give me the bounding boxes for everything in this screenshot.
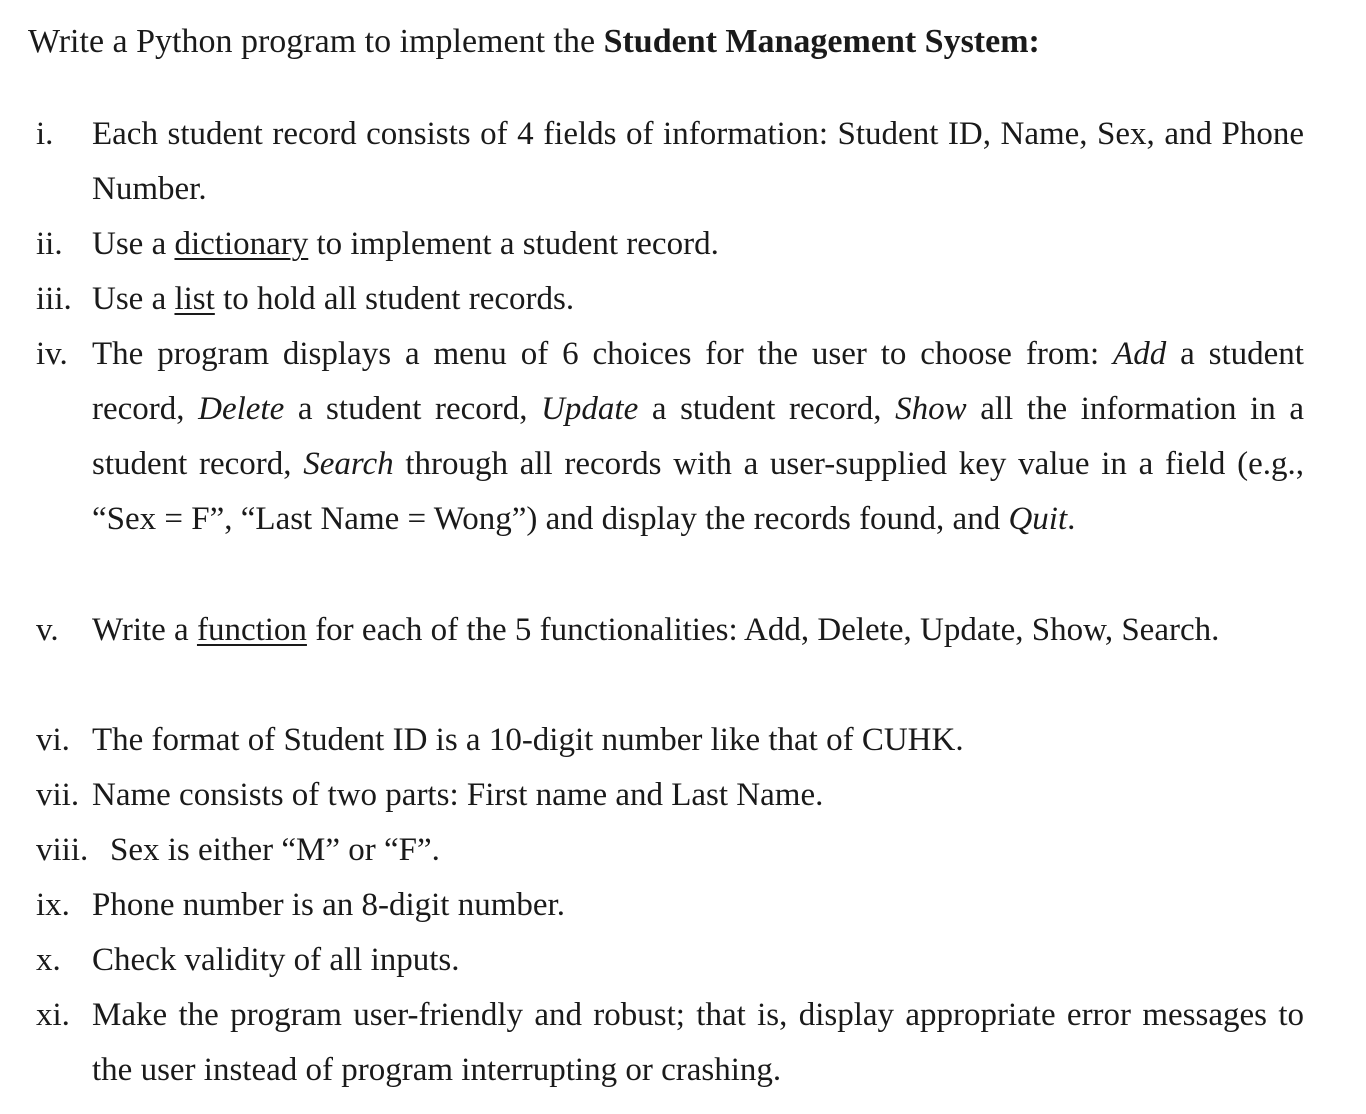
item-text: Use a dictionary to implement a student record.	[92, 226, 719, 262]
item-number: iv.	[36, 336, 68, 372]
item-text: Check validity of all inputs.	[92, 942, 460, 978]
item-text: Each student record consists of 4 fields of information: Student ID, Name, Sex, and Phone Number.	[92, 116, 1304, 207]
menu-choice-add: Add	[1113, 336, 1167, 372]
item-text: Phone number is an 8-digit number.	[92, 887, 565, 923]
item-number: v.	[36, 612, 59, 648]
item-text: The format of Student ID is a 10-digit number like that of CUHK.	[92, 722, 964, 758]
item-number: xi.	[36, 997, 70, 1033]
item-number: i.	[36, 116, 54, 152]
underlined-term: list	[174, 281, 215, 317]
underlined-term: dictionary	[174, 226, 309, 262]
item-text: Sex is either “M” or “F”.	[110, 832, 440, 868]
item-number: vii.	[36, 777, 80, 813]
page-title	[28, 18, 1040, 66]
item-number: viii.	[36, 832, 89, 868]
menu-choice-delete: Delete	[198, 391, 285, 427]
item-text: Write a function for each of the 5 functionalities: Add, Delete, Update, Show, Search.	[92, 612, 1220, 648]
menu-choice-update: Update	[541, 391, 639, 427]
menu-choice-quit: Quit	[1008, 501, 1068, 537]
item-text: Make the program user-friendly and robust; that is, display appropriate error messages to the user instead of program interrupting or crashing.	[92, 997, 1304, 1088]
item-number: ii.	[36, 226, 63, 262]
title-prefix: Write a Python program to implement the	[28, 23, 604, 60]
item-text: Name consists of two parts: First name and Last Name.	[92, 777, 824, 813]
title-bold: Student Management System:	[603, 23, 1040, 60]
menu-choice-search: Search	[303, 446, 394, 482]
item-number: ix.	[36, 887, 70, 923]
menu-choice-show: Show	[895, 391, 967, 427]
item-number: vi.	[36, 722, 70, 758]
item-text: Use a list to hold all student records.	[92, 281, 575, 317]
underlined-term: function	[196, 612, 307, 648]
item-number: x.	[36, 942, 61, 978]
item-text: The program displays a menu of 6 choices for the user to choose from: Add a student record, Delete a student record, Update a student record, Show all the information in a student record, Search through all records with a user-supplied key value in a field (e.g., “Sex = F”, “Last Name = Wong”) and display the records found, and Quit.	[92, 336, 1304, 537]
item-number: iii.	[36, 281, 72, 317]
